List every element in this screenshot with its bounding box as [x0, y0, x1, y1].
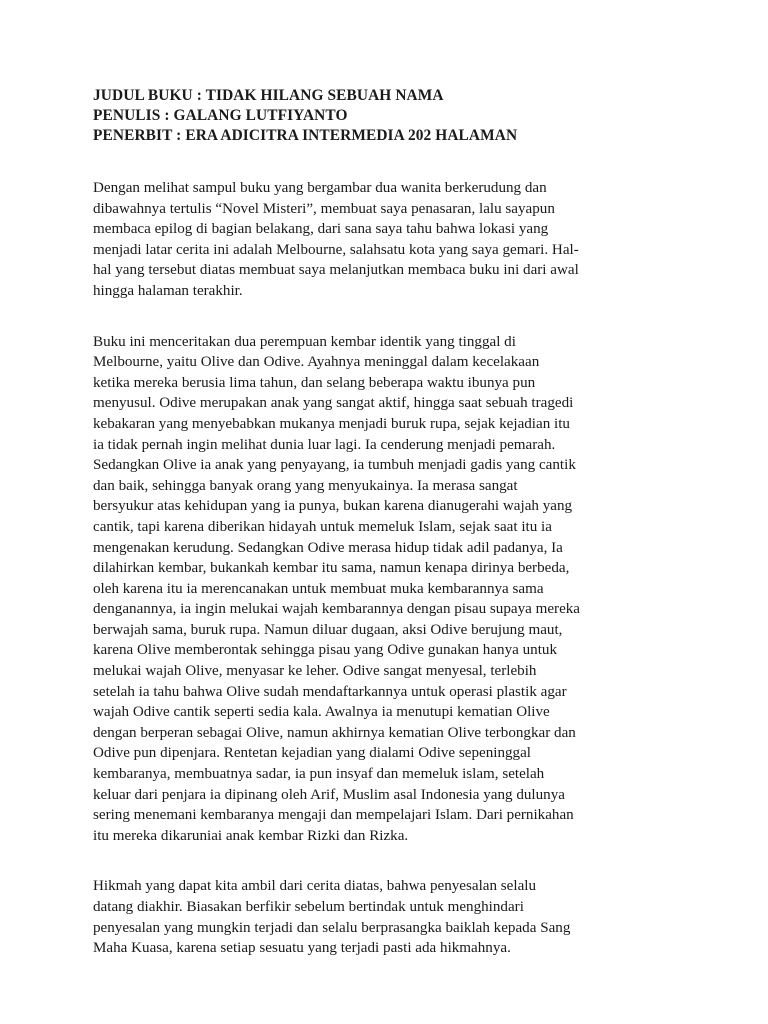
paragraph-line: karena Olive memberontak sehingga pisau yang Odive gunakan hanya untuk [93, 642, 557, 659]
paragraph-line: berwajah sama, buruk rupa. Namun diluar dugaan, aksi Odive berujung maut, [93, 621, 563, 638]
paragraph-line: itu mereka dikaruniai anak kembar Rizki dan Rizka. [93, 827, 409, 844]
paragraph-line: Odive pun dipenjara. Rentetan kejadian yang dialami Odive sepeninggal [93, 745, 531, 762]
paragraph-line: keluar dari penjara ia dipinang oleh Arif, Muslim asal Indonesia yang dulunya [93, 786, 565, 803]
paragraph-line: datang diakhir. Biasakan berfikir sebelum bertindak untuk menghindari [93, 899, 524, 915]
paragraph-line: Dengan melihat sampul buku yang bergambar dua wanita berkerudung dan [93, 180, 547, 196]
paragraph-line: membaca epilog di bagian belakang, dari sana saya tahu bahwa lokasi yang [93, 221, 549, 238]
intro-paragraph [93, 178, 683, 302]
paragraph-line: menyusul. Odive merupakan anak yang sangat aktif, hingga saat sebuah tragedi [93, 395, 574, 412]
paragraph-line: denganannya, ia ingin melukai wajah kembarannya dengan pisau supaya mereka [93, 601, 581, 618]
paragraph-line: dibawahnya tertulis “Novel Misteri”, membuat saya penasaran, lalu sayapun [93, 200, 555, 217]
book-publisher-line: PENERBIT : ERA ADICITRA INTERMEDIA 202 HALAMAN [93, 127, 518, 144]
paragraph-line: Sedangkan Olive ia anak yang penyayang, ia tumbuh menjadi gadis yang cantik [93, 457, 576, 474]
paragraph-line: mengenakan kerudung. Sedangkan Odive merasa hidup tidak adil padanya, Ia [93, 539, 563, 556]
book-author-line: PENULIS : GALANG LUTFIYANTO [93, 107, 348, 124]
paragraph-line: hal yang tersebut diatas membuat saya melanjutkan membaca buku ini dari awal [93, 262, 579, 279]
paragraph-line: menjadi latar cerita ini adalah Melbourne, salahsatu kota yang saya gemari. Hal- [93, 241, 579, 258]
paragraph-line: Buku ini menceritakan dua perempuan kembar identik yang tinggal di [93, 333, 516, 350]
paragraph-line: dengan berperan sebagai Olive, namun akhirnya kematian Olive terbongkar dan [93, 724, 576, 741]
paragraph-line: hingga halaman terakhir. [93, 282, 243, 299]
paragraph-line: Hikmah yang dapat kita ambil dari cerita diatas, bahwa penyesalan selalu [93, 878, 537, 895]
paragraph-line: ia tidak pernah ingin melihat dunia luar lagi. Ia cenderung menjadi pemarah. [93, 436, 556, 453]
paragraph-line: setelah ia tahu bahwa Olive sudah mendaftarkannya untuk operasi plastik agar [93, 683, 567, 700]
paragraph-line: wajah Odive cantik seperti sedia kala. Awalnya ia menutupi kematian Olive [93, 704, 550, 721]
paragraph-line: kembaranya, membuatnya sadar, ia pun insyaf dan memeluk islam, setelah [93, 766, 545, 783]
paragraph-line: cantik, tapi karena diberikan hidayah untuk memeluk Islam, sejak saat itu ia [93, 518, 552, 535]
paragraph-line: ketika mereka berusia lima tahun, dan selang beberapa waktu ibunya pun [93, 374, 536, 391]
paragraph-line: kebakaran yang menyebabkan mukanya menjadi buruk rupa, sejak kejadian itu [93, 415, 570, 432]
paragraph-line: dan baik, sehingga banyak orang yang menyukainya. Ia merasa sangat [93, 477, 518, 494]
paragraph-line: Maha Kuasa, karena setiap sesuatu yang terjadi pasti ada hikmahnya. [93, 940, 511, 957]
book-info-header [93, 86, 683, 146]
paragraph-line: Melbourne, yaitu Olive dan Odive. Ayahnya meninggal dalam kecelakaan [93, 354, 540, 371]
paragraph-line: dilahirkan kembar, bukankah kembar itu sama, namun kenapa dirinya berbeda, [93, 560, 570, 577]
paragraph-line: oleh karena itu ia merencanakan untuk membuat muka kembarannya sama [93, 580, 544, 597]
paragraph-line: bersyukur atas kehidupan yang ia punya, bukan karena dianugerahi wajah yang [93, 498, 573, 515]
paragraph-line: penyesalan yang mungkin terjadi dan selalu berprasangka baiklah kepada Sang [93, 919, 571, 936]
book-title-line: JUDUL BUKU : TIDAK HILANG SEBUAH NAMA [93, 87, 444, 104]
paragraph-line: melukai wajah Olive, menyasar ke leher. Odive sangat menyesal, terlebih [93, 663, 537, 680]
paragraph-line: sering menemani kembaranya mengaji dan mempelajari Islam. Dari pernikahan [93, 807, 574, 824]
synopsis-paragraph [93, 332, 683, 847]
document-page [93, 86, 683, 959]
lesson-paragraph [93, 876, 683, 958]
